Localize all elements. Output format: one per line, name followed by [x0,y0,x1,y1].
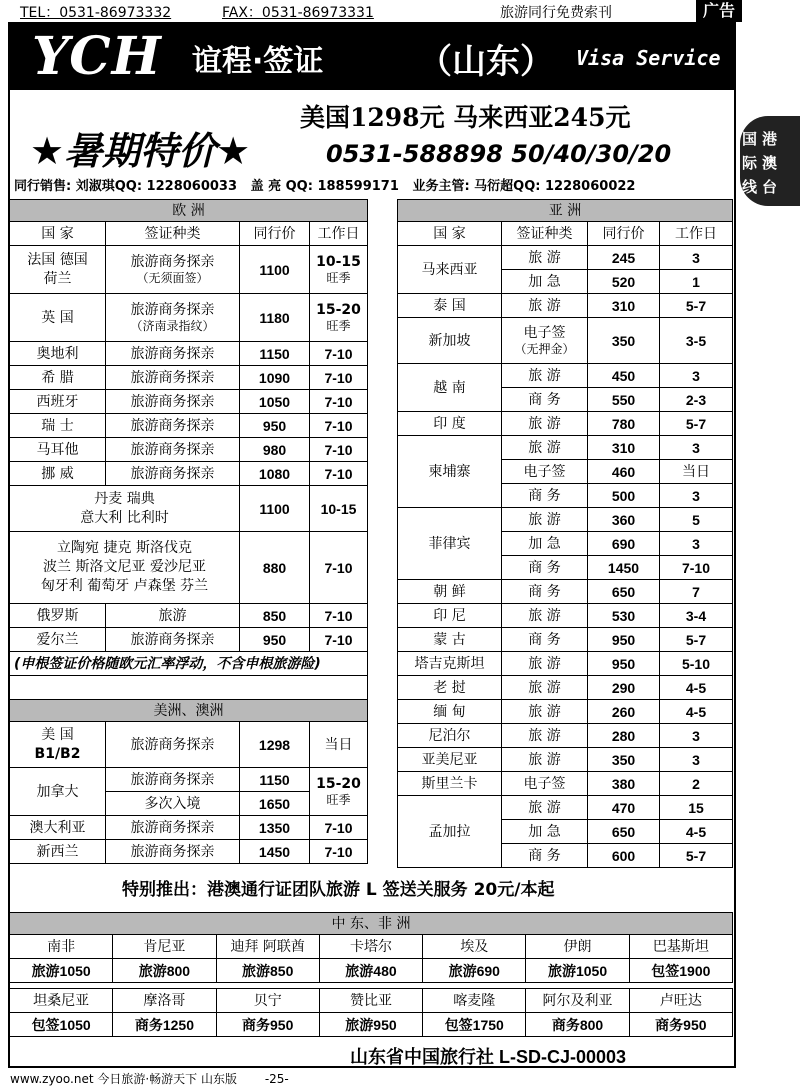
visa-cell: 旅游商务探亲 [106,462,240,486]
price-cell: 460 [588,460,660,484]
mea-title: 中 东、非 洲 [10,913,733,935]
price-cell: 1350 [240,816,310,840]
days-cell: 3 [660,436,733,460]
country-cell: 俄罗斯 [10,604,106,628]
country-cell: 缅 甸 [398,700,502,724]
mea-price: 旅游950 [319,1013,422,1037]
price-cell: 530 [588,604,660,628]
price-cell: 1650 [240,792,310,816]
side-tab-char: 际 [742,154,758,172]
price-cell: 690 [588,532,660,556]
price-cell: 1180 [240,294,310,342]
visa-cell: 旅 游 [502,294,588,318]
days-cell: 7-10 [310,628,368,652]
mea-country: 卢旺达 [629,989,732,1013]
header-visa: 签证种类 [502,222,588,246]
banner [10,24,734,90]
days-cell: 7-10 [310,462,368,486]
days-cell: 5-7 [660,294,733,318]
page-footer [10,1070,289,1087]
country-cell: 挪 威 [10,462,106,486]
visa-cell: 旅 游 [502,604,588,628]
price-cell: 650 [588,580,660,604]
days-cell: 5-7 [660,412,733,436]
country-cell: 奥地利 [10,342,106,366]
mea-country: 肯尼亚 [113,935,216,959]
days-cell: 7-10 [310,342,368,366]
header-days: 工作日 [310,222,368,246]
country-cell: 朝 鲜 [398,580,502,604]
visa-cell: 旅游商务探亲 [106,768,240,792]
country-cell: 印 尼 [398,604,502,628]
visa-cell: 电子签 [502,772,588,796]
days-cell: 3-5 [660,318,733,364]
country-cell: 柬埔寨 [398,436,502,508]
price-cell: 950 [588,652,660,676]
days-cell: 5-7 [660,628,733,652]
mea-country: 赞比亚 [319,989,422,1013]
price-cell: 600 [588,844,660,868]
price-cell: 1450 [240,840,310,864]
mea-table [9,912,733,1037]
visa-cell: 旅游商务探亲 [106,438,240,462]
days-cell: 10-15 [310,486,368,532]
price-cell: 310 [588,294,660,318]
visa-cell: 旅 游 [502,676,588,700]
days-cell: 3-4 [660,604,733,628]
days-cell: 5 [660,508,733,532]
price-cell: 1100 [240,246,310,294]
mea-price: 旅游850 [216,959,319,983]
company-logo: YCH [32,26,162,87]
mea-country: 阿尔及利亚 [526,989,629,1013]
mea-price: 旅游1050 [10,959,113,983]
region-label: （山东） [418,42,554,82]
blank-row [10,676,368,700]
visa-cell: 加 急 [502,820,588,844]
price-cell: 880 [240,532,310,604]
days-cell: 7-10 [310,816,368,840]
price-cell: 350 [588,318,660,364]
country-cell: 印 度 [398,412,502,436]
days-cell: 3 [660,724,733,748]
visa-cell: 旅 游 [502,748,588,772]
visa-cell: 旅 游 [502,364,588,388]
mea-price: 商务950 [629,1013,732,1037]
days-cell: 3 [660,364,733,388]
price-cell: 520 [588,270,660,294]
country-cell: 英 国 [10,294,106,342]
mea-price: 商务950 [216,1013,319,1037]
asia-table [397,199,733,868]
special-offer: 特别推出：港澳通行证团队旅游 L 签送关服务 20元/本起 [122,880,555,900]
days-cell: 5-7 [660,844,733,868]
price-cell: 500 [588,484,660,508]
country-cell: 新加坡 [398,318,502,364]
days-cell: 3 [660,484,733,508]
header-visa: 签证种类 [106,222,240,246]
days-cell: 5-10 [660,652,733,676]
days-cell: 7-10 [310,390,368,414]
visa-cell: 商 务 [502,844,588,868]
mea-country: 迪拜 阿联酋 [216,935,319,959]
country-cell: 斯里兰卡 [398,772,502,796]
mea-country: 南非 [10,935,113,959]
price-cell: 1298 [240,722,310,768]
schengen-note: (申根签证价格随欧元汇率浮动，不含申根旅游险) [10,652,368,676]
visa-cell: 商 务 [502,556,588,580]
days-cell: 3 [660,532,733,556]
price-cell: 1150 [240,342,310,366]
asia-title: 亚 洲 [398,200,733,222]
visa-cell: 商 务 [502,580,588,604]
country-group-cell: 立陶宛 捷克 斯洛伐克 波兰 斯洛文尼亚 爱沙尼亚 匈牙利 葡萄牙 卢森堡 芬兰 [10,532,240,604]
price-cell: 1080 [240,462,310,486]
price-cell: 245 [588,246,660,270]
price-cell: 310 [588,436,660,460]
days-cell: 4-5 [660,820,733,844]
country-cell: 泰 国 [398,294,502,318]
visa-cell: 旅游商务探亲 [106,342,240,366]
fax-text: FAX：0531-86973331 [222,5,374,21]
country-cell: 澳大利亚 [10,816,106,840]
mea-price: 包签1050 [10,1013,113,1037]
mea-price: 旅游480 [319,959,422,983]
price-cell: 980 [240,438,310,462]
side-tab-char: 线 [742,178,758,196]
country-cell: 西班牙 [10,390,106,414]
days-cell: 3 [660,748,733,772]
country-cell: 新西兰 [10,840,106,864]
visa-cell: 旅游商务探亲 [106,366,240,390]
agency-license: 山东省中国旅行社 L-SD-CJ-00003 [350,1047,627,1067]
sales-contacts: 同行销售: 刘淑琪QQ: 1228060033 盖 亮 QQ: 188599171 业务主管: 马衍超QQ: 1228060022 [14,179,636,194]
country-cell: 塔吉克斯坦 [398,652,502,676]
days-cell: 当日 [310,722,368,768]
price-cell: 470 [588,796,660,820]
price-cell: 780 [588,412,660,436]
price-cell: 950 [240,414,310,438]
ad-tag: 广告 [696,0,742,22]
side-tab-char: 台 [762,178,778,196]
mea-country: 卡塔尔 [319,935,422,959]
price-cell: 280 [588,724,660,748]
slogan-text: 旅游同行免费索刊 [500,5,612,21]
english-tagline: Visa Service [576,46,721,70]
visa-cell: 旅游商务探亲 （济南录指纹） [106,294,240,342]
price-cell: 380 [588,772,660,796]
country-cell: 法国 德国 荷兰 [10,246,106,294]
country-cell: 美 国 B1/B2 [10,722,106,768]
price-cell: 650 [588,820,660,844]
visa-cell: 旅 游 [502,412,588,436]
visa-cell: 旅游商务探亲 [106,816,240,840]
mea-price: 旅游690 [423,959,526,983]
header-price: 同行价 [588,222,660,246]
price-cell: 950 [588,628,660,652]
visa-cell: 加 急 [502,532,588,556]
country-group-cell: 丹麦 瑞典 意大利 比利时 [10,486,240,532]
mea-price: 商务800 [526,1013,629,1037]
europe-title: 欧 洲 [10,200,368,222]
country-cell: 瑞 士 [10,414,106,438]
days-cell: 7-10 [310,532,368,604]
header-price: 同行价 [240,222,310,246]
price-cell: 1050 [240,390,310,414]
country-cell: 马耳他 [10,438,106,462]
promo-price-line: 美国1298元 马来西亚245元 [300,103,631,132]
mea-country: 坦桑尼亚 [10,989,113,1013]
mea-country: 喀麦隆 [423,989,526,1013]
visa-cell: 旅游商务探亲 [106,414,240,438]
price-cell: 350 [588,748,660,772]
country-cell: 老 挝 [398,676,502,700]
visa-cell: 旅游商务探亲 （无须面签） [106,246,240,294]
days-cell: 当日 [660,460,733,484]
days-cell: 7-10 [310,366,368,390]
days-cell: 7-10 [660,556,733,580]
country-cell: 亚美尼亚 [398,748,502,772]
country-cell: 尼泊尔 [398,724,502,748]
days-cell: 10-15 旺季 [310,246,368,294]
days-cell: 1 [660,270,733,294]
company-name: 谊程·签证 [192,44,324,79]
mea-country: 巴基斯坦 [629,935,732,959]
days-cell: 4-5 [660,676,733,700]
days-cell: 7-10 [310,840,368,864]
price-cell: 550 [588,388,660,412]
visa-cell: 商 务 [502,388,588,412]
price-cell: 290 [588,676,660,700]
visa-cell: 旅游商务探亲 [106,390,240,414]
visa-cell: 商 务 [502,628,588,652]
price-cell: 1100 [240,486,310,532]
days-cell: 2-3 [660,388,733,412]
visa-cell: 旅游商务探亲 [106,840,240,864]
days-cell: 15 [660,796,733,820]
mea-price: 包签1900 [629,959,732,983]
side-tab-char: 国 [742,130,758,148]
tel-text: TEL：0531-86973332 [20,5,172,21]
footer-text: www.zyoo.net 今日旅游·畅游天下 山东版 [10,1072,237,1086]
promo-phone: 0531-588898 50/40/30/20 [326,140,672,168]
country-cell: 爱尔兰 [10,628,106,652]
mea-country: 埃及 [423,935,526,959]
page-number: -25- [264,1072,289,1086]
europe-table [9,199,368,864]
price-cell: 1090 [240,366,310,390]
visa-cell: 商 务 [502,484,588,508]
country-cell: 马来西亚 [398,246,502,294]
visa-cell: 多次入境 [106,792,240,816]
price-cell: 360 [588,508,660,532]
mea-price: 旅游1050 [526,959,629,983]
country-cell: 希 腊 [10,366,106,390]
days-cell: 4-5 [660,700,733,724]
mea-price: 商务1250 [113,1013,216,1037]
visa-cell: 旅 游 [502,724,588,748]
side-tab-char: 澳 [762,154,778,172]
country-cell: 加拿大 [10,768,106,816]
side-tab-char: 港 [762,130,778,148]
visa-cell: 电子签 [502,460,588,484]
country-cell: 蒙 古 [398,628,502,652]
visa-cell: 旅 游 [502,796,588,820]
visa-cell: 旅 游 [502,508,588,532]
mea-price: 旅游800 [113,959,216,983]
mea-price: 包签1750 [423,1013,526,1037]
country-cell: 越 南 [398,364,502,412]
top-bar [0,0,800,20]
visa-cell: 旅 游 [502,700,588,724]
visa-cell: 旅 游 [502,436,588,460]
days-cell: 7 [660,580,733,604]
days-cell: 15-20 旺季 [310,294,368,342]
promo-title: ★暑期特价★ [30,129,251,173]
visa-cell: 旅游 [106,604,240,628]
price-cell: 950 [240,628,310,652]
price-cell: 850 [240,604,310,628]
country-cell: 菲律宾 [398,508,502,580]
price-cell: 450 [588,364,660,388]
visa-cell: 旅游商务探亲 [106,722,240,768]
days-cell: 2 [660,772,733,796]
price-cell: 1150 [240,768,310,792]
visa-cell: 旅游商务探亲 [106,628,240,652]
americas-title: 美洲、澳洲 [10,700,368,722]
mea-country: 摩洛哥 [113,989,216,1013]
country-cell: 孟加拉 [398,796,502,868]
header-country: 国 家 [10,222,106,246]
days-cell: 7-10 [310,438,368,462]
days-cell: 7-10 [310,604,368,628]
mea-country: 伊朗 [526,935,629,959]
visa-cell: 旅 游 [502,652,588,676]
header-days: 工作日 [660,222,733,246]
visa-cell: 旅 游 [502,246,588,270]
price-cell: 1450 [588,556,660,580]
header-country: 国 家 [398,222,502,246]
days-cell: 7-10 [310,414,368,438]
days-cell: 3 [660,246,733,270]
visa-cell: 电子签 （无押金） [502,318,588,364]
mea-country: 贝宁 [216,989,319,1013]
price-cell: 260 [588,700,660,724]
side-tab [740,116,800,206]
visa-cell: 加 急 [502,270,588,294]
days-cell: 15-20 旺季 [310,768,368,816]
